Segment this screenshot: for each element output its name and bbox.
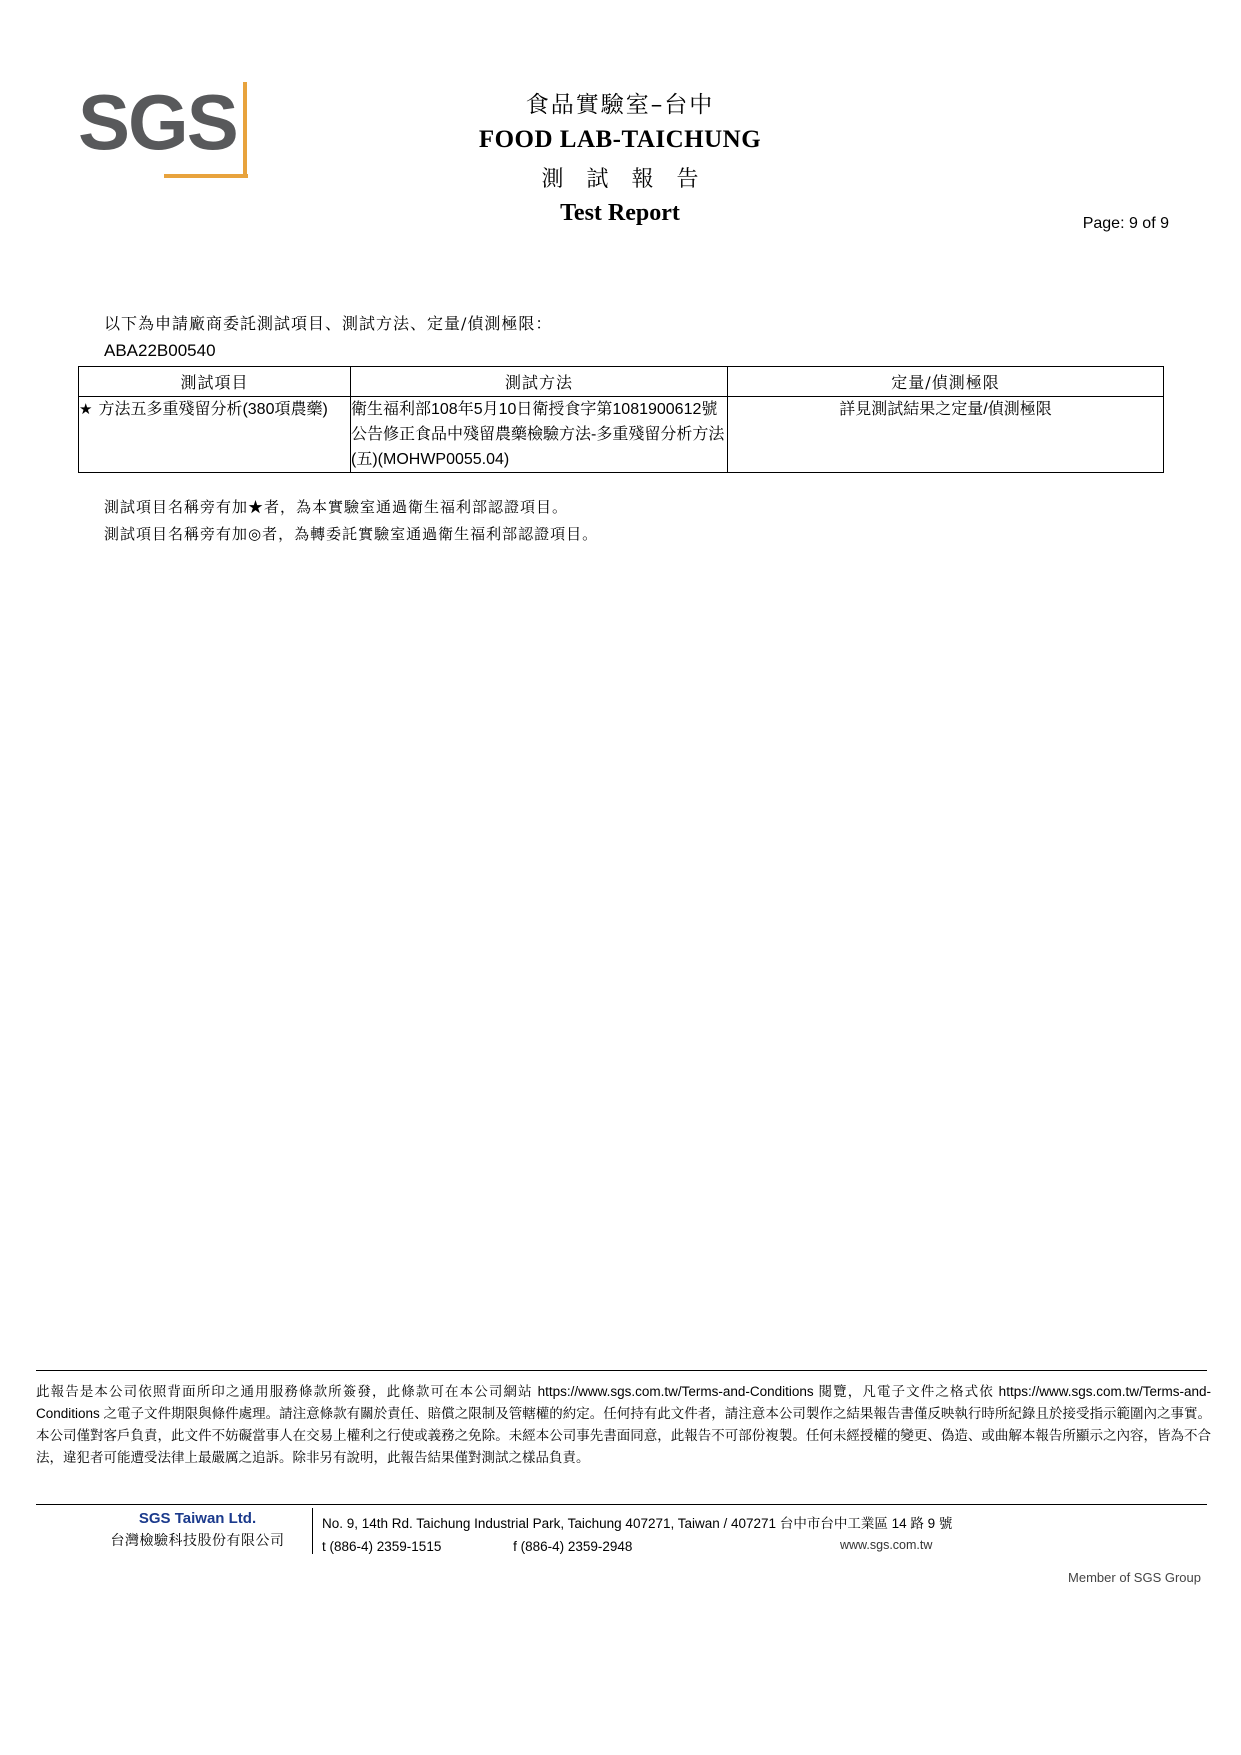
company-name-en: SGS Taiwan Ltd. — [138, 1510, 257, 1527]
footnote-circle: 測試項目名稱旁有加◎者，為轉委託實驗室通過衛生福利部認證項目。 — [104, 525, 599, 543]
column-header-method: 測試方法 — [351, 367, 728, 397]
company-address: No. 9, 14th Rd. Taichung Industrial Park, Taichung 407271, Taiwan / 407271 台中市台中工業區 14 路 9 號 — [322, 1516, 953, 1531]
intro-text: 以下為申請廠商委託測試項目、測試方法、定量/偵測極限： — [104, 314, 553, 333]
cell-detection-limit: 詳見測試結果之定量/偵測極限 — [728, 397, 1164, 473]
page-number: Page: 9 of 9 — [1082, 215, 1169, 232]
footer-company-block — [90, 1510, 305, 1550]
accreditation-star-icon: ★ — [79, 401, 93, 418]
member-of-sgs-group: Member of SGS Group — [1068, 1570, 1201, 1585]
table-header-row — [79, 367, 1164, 397]
column-header-limit: 定量/偵測極限 — [728, 367, 1164, 397]
report-title-zh: 測 試 報 告 — [541, 167, 707, 192]
test-items-table — [78, 366, 1164, 473]
logo-accent-horizontal — [164, 174, 248, 178]
footnote-star: 測試項目名稱旁有加★者，為本實驗室通過衛生福利部認證項目。 — [104, 498, 569, 516]
table-row — [79, 397, 1164, 473]
company-website: www.sgs.com.tw — [840, 1538, 933, 1552]
sgs-logo — [78, 78, 288, 177]
lab-name-zh: 食品實驗室–台中 — [525, 92, 715, 118]
company-name-zh: 台灣檢驗科技股份有限公司 — [110, 1533, 285, 1549]
lab-name-en: FOOD LAB-TAICHUNG — [478, 126, 762, 153]
footer-divider-top — [36, 1370, 1207, 1371]
cell-test-method: 衛生福利部108年5月10日衛授食字第1081900612號公告修正食品中殘留農藥檢驗方法-多重殘留分析方法(五)(MOHWP0055.04) — [351, 397, 728, 473]
report-title-block — [360, 86, 880, 227]
footer-vertical-divider — [312, 1508, 313, 1554]
company-phone: t (886-4) 2359-1515 — [322, 1539, 442, 1554]
footer-divider-bottom — [36, 1504, 1207, 1505]
sgs-logo-text: SGS — [78, 78, 237, 166]
footnotes — [104, 494, 598, 548]
report-header — [0, 0, 1241, 250]
cell-test-item — [79, 397, 351, 473]
footer-terms-text: 此報告是本公司依照背面所印之通用服務條款所簽發，此條款可在本公司網站 https://www.sgs.com.tw/Terms-and-Conditions 閱覽，凡電子文件之格式依 https://www.sgs.com.tw/Terms-and-Conditions 之電子文件期限與條件處理。請注意條款有關於責任、賠償之限制及管轄權的約定。任何持有此文件者，請注意本公司製作之結果報告書僅反映執行時所紀錄且於接受指示範圍內之事實。本公司僅對客戶負責，此文件不妨礙當事人在交易上權利之行使或義務之免除。未經本公司事先書面同意，此報告不可部份複製。任何未經授權的變更、偽造、或曲解本報告所顯示之內容，皆為不合法，違犯者可能遭受法律上最嚴厲之追訴。除非另有說明，此報告結果僅對測試之樣品負責。 — [36, 1384, 1211, 1465]
column-header-item: 測試項目 — [79, 367, 351, 397]
test-item-label: 方法五多重殘留分析(380項農藥) — [98, 401, 328, 418]
company-fax: f (886-4) 2359-2948 — [513, 1539, 633, 1554]
logo-accent-vertical — [243, 82, 247, 178]
report-title-en: Test Report — [560, 200, 680, 226]
order-number: ABA22B00540 — [104, 341, 216, 360]
